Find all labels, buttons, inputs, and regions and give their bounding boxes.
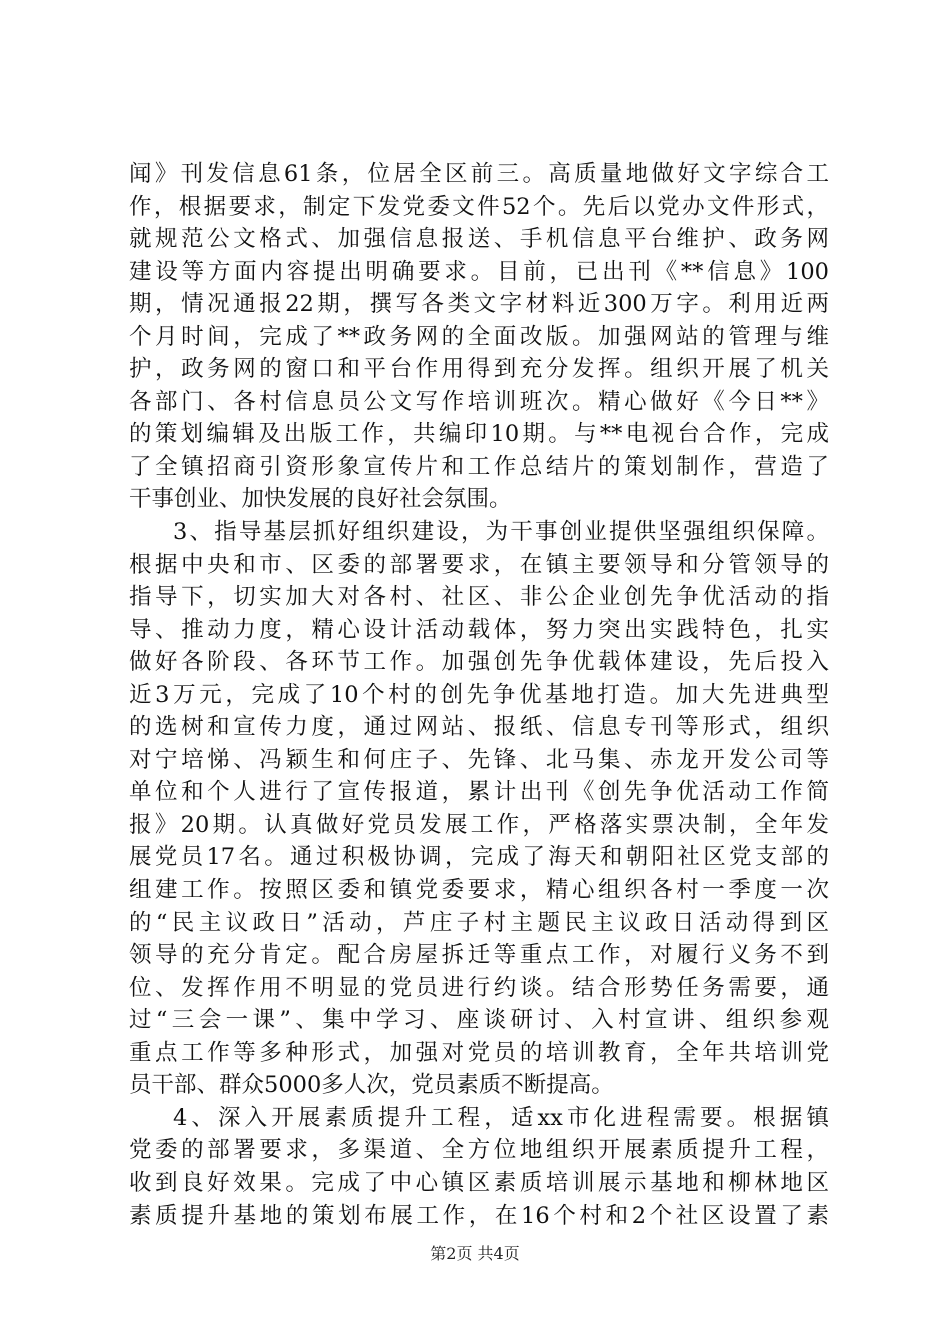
text-line: 党委的部署要求，多渠道、全方位地组织开展素质提升工程， xyxy=(129,1137,829,1164)
text-line: 单位和个人进行了宣传报道，累计出刊《创先争优活动工作简 xyxy=(129,779,829,806)
text-line: 展党员17名。通过积极协调，完成了海天和朝阳社区党支部的 xyxy=(129,844,829,871)
text-line: 领导的充分肯定。配合房屋拆迁等重点工作，对履行义务不到 xyxy=(129,942,829,969)
text-line: 的选树和宣传力度，通过网站、报纸、信息专刊等形式，组织 xyxy=(129,714,829,741)
text-line: 了全镇招商引资形象宣传片和工作总结片的策划制作，营造了 xyxy=(129,453,829,480)
text-line: 根据中央和市、区委的部署要求，在镇主要领导和分管领导的 xyxy=(129,551,829,578)
text-line: 员干部、群众5000多人次，党员素质不断提高。 xyxy=(129,1072,614,1099)
text-line: 干事创业、加快发展的良好社会氛围。 xyxy=(129,486,512,513)
text-line: 导、推动力度，精心设计活动载体，努力突出实践特色，扎实 xyxy=(129,616,829,643)
text-line: 指导下，切实加大对各村、社区、非公企业创先争优活动的指 xyxy=(129,584,829,611)
text-line: 组建工作。按照区委和镇党委要求，精心组织各村一季度一次 xyxy=(129,877,829,904)
text-line: 收到良好效果。完成了中心镇区素质培训展示基地和柳林地区 xyxy=(129,1169,829,1196)
text-line: 重点工作等多种形式，加强对党员的培训教育，全年共培训党 xyxy=(129,1039,829,1066)
text-line: 的“民主议政日”活动，芦庄子村主题民主议政日活动得到区 xyxy=(129,909,829,936)
text-line: 报》20期。认真做好党员发展工作，严格落实票决制，全年发 xyxy=(129,811,829,838)
paragraph-start-line: 3、指导基层抓好组织建设，为干事创业提供坚强组织保障。 xyxy=(173,519,829,546)
text-line: 的策划编辑及出版工作，共编印10期。与**电视台合作，完成 xyxy=(129,421,829,448)
text-line: 建设等方面内容提出明确要求。目前，已出刊《**信息》100 xyxy=(129,258,829,285)
text-line: 就规范公文格式、加强信息报送、手机信息平台维护、政务网 xyxy=(129,226,829,253)
text-line: 期，情况通报22期，撰写各类文字材料近300万字。利用近两 xyxy=(129,291,829,318)
text-line: 护，政务网的窗口和平台作用得到充分发挥。组织开展了机关 xyxy=(129,356,829,383)
text-line: 各部门、各村信息员公文写作培训班次。精心做好《今日**》 xyxy=(129,388,829,415)
text-line: 近3万元，完成了10个村的创先争优基地打造。加大先进典型 xyxy=(129,681,829,708)
paragraph-start-line: 4、深入开展素质提升工程，适xx市化进程需要。根据镇 xyxy=(173,1104,829,1131)
text-line: 位、发挥作用不明显的党员进行约谈。结合形势任务需要，通 xyxy=(129,974,829,1001)
text-line: 素质提升基地的策划布展工作，在16个村和2个社区设置了素 xyxy=(129,1202,829,1229)
text-line: 作，根据要求，制定下发党委文件52个。先后以党办文件形式， xyxy=(129,193,829,220)
text-line: 个月时间，完成了**政务网的全面改版。加强网站的管理与维 xyxy=(129,323,829,350)
text-line: 过“三会一课”、集中学习、座谈研讨、入村宣讲、组织参观 xyxy=(129,1007,829,1034)
page-footer: 第2页 共4页 xyxy=(430,1244,520,1263)
document-body xyxy=(129,158,829,1232)
text-line: 做好各阶段、各环节工作。加强创先争优载体建设，先后投入 xyxy=(129,649,829,676)
text-line: 闻》刊发信息61条，位居全区前三。高质量地做好文字综合工 xyxy=(129,161,829,187)
text-line: 对宁培悌、冯颖生和何庄子、先锋、北马集、赤龙开发公司等 xyxy=(129,746,829,773)
